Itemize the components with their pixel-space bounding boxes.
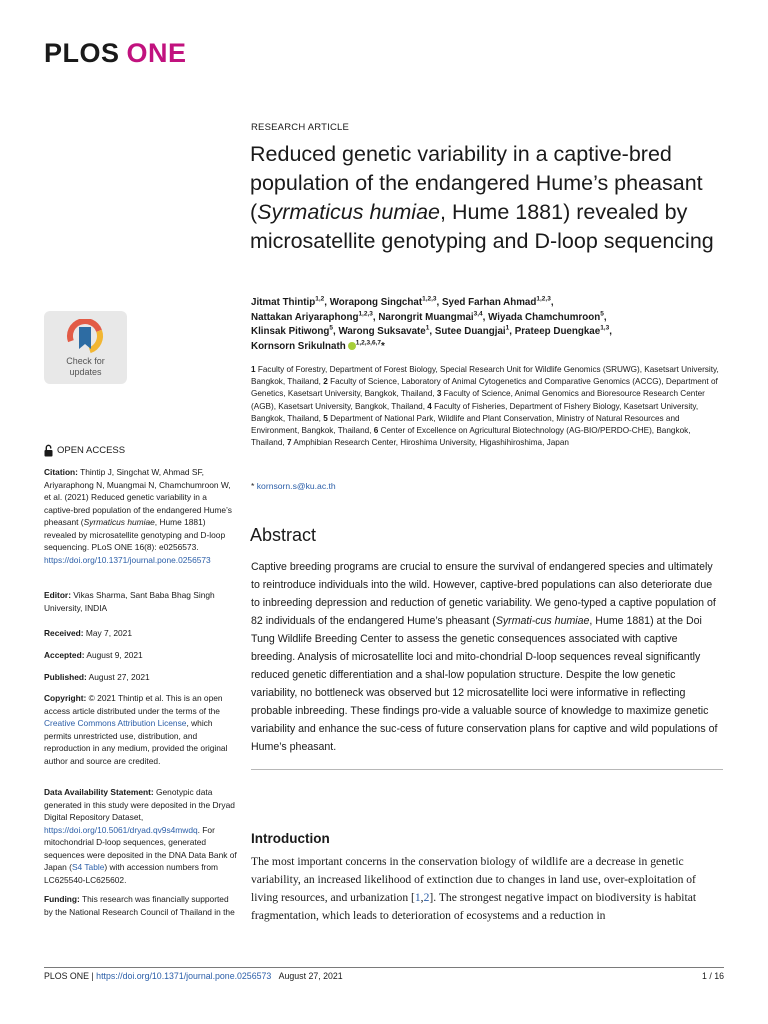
corresponding-author-mark: * — [381, 340, 385, 352]
reference-link-1[interactable]: 1 — [414, 891, 421, 904]
author-name — [442, 297, 551, 308]
license-link[interactable]: Creative Commons Attribution License — [44, 718, 187, 728]
abstract-species: Syrmati-cus humiae — [495, 615, 590, 627]
abstract-part-2: , Hume 1881) at the Doi Tung Wildlife Breeding Center to assess the genetic consequences associated with captive breeding. Analysis of microsatellite loci and mito-chondrial D-loop sequences reveal significantly reduced genetic differentiation and a shal-low population structure. Despite the low genetic variability, no bottleneck was observed but 12 microsatellite loci were informative in reflecting probable inbreeding. These findings pro-vide a valuable source of knowledge to maximize genetic variability and enhance the suc-cess of future conservation plans for captive and wild populations of Hume’s pheasant. — [251, 615, 718, 753]
published-date: August 27, 2021 — [86, 672, 150, 682]
footer-doi-link[interactable]: https://doi.org/10.1371/journal.pone.0256573 — [96, 971, 272, 981]
funding-text: This research was financially supported by the National Research Council of Thailand in the — [44, 894, 235, 917]
accepted-block — [44, 649, 238, 662]
author-name-text: Prateep Duengkae — [514, 326, 601, 338]
introduction-heading: Introduction — [251, 831, 330, 846]
funding-label: Funding: — [44, 894, 80, 904]
editor-text: Vikas Sharma, Sant Baba Bhag Singh University, INDIA — [44, 590, 215, 613]
copyright-text: © 2021 Thintip et al. This is an open access article distributed under the terms of the — [44, 693, 223, 716]
data-availability-text-3: ) with accession numbers from LC625540-LC625602. — [44, 862, 218, 885]
author-name — [338, 326, 429, 337]
affiliation-text: Amphibian Research Center, Hiroshima University, Higashihiroshima, Japan — [293, 438, 569, 448]
citation-label: Citation: — [44, 467, 78, 477]
abstract-divider — [251, 769, 723, 770]
footer-rule — [44, 967, 724, 968]
accepted-label: Accepted: — [44, 650, 85, 660]
author-affiliation-marker: 1 — [505, 324, 510, 332]
author-list: Jitmat Thintip$^{1,2}$, Worapong Singchat$^{1,2,3}$, Syed Farhan Ahmad$^{1,2,3}$, Nattakan Ariyaraphong$^{1,2,3}$, Narongrit Muangmai$^{3,4}$, Wiyada Chamchumroon$^5$, Klinsak Pitiwong$^5$, Warong Suksavate$^1$, Sutee Duangjai$^1$, Prateep Duengkae$^{1,3}$, Kornsorn Srikulnath $^{1,2,3,6,7}$* — [251, 295, 612, 352]
author-affiliation-marker: 5 — [600, 310, 604, 318]
author-affiliation-marker: 1,2,3,6,7 — [355, 339, 382, 347]
intro-text-1: The most important concerns in the conservation biology of wildlife are a decrease in genetic variability, an increased likelihood of extinction due to changes in land use, over-exploitation of living resources, and urbanization [ — [251, 855, 696, 904]
affiliation-number: 3 — [436, 389, 442, 399]
author-name — [515, 326, 610, 337]
check-updates-line2: updates — [69, 367, 102, 377]
affiliation-number: 1 — [251, 365, 256, 374]
received-block — [44, 627, 238, 640]
author-affiliation-marker: 1,3 — [600, 324, 610, 332]
affiliation-number: 5 — [323, 413, 328, 423]
citation-text-2: , Hume 1881) revealed by microsatellite genotyping and D-loop sequencing. PLoS ONE 16(8): e0256573. — [44, 517, 226, 552]
article-type: RESEARCH ARTICLE — [251, 122, 350, 133]
affiliation-text: Faculty of Science, Animal Genomics and Bioresource Research Center (AGB), Kasetsart University, Bangkok, Thailand, — [251, 389, 705, 411]
affiliation-number: 7 — [286, 438, 292, 448]
affiliation-text: Faculty of Forestry, Department of Forest Biology, Special Research Unit for Wildlife Genomics (SRUWG), Kasetsart University, Bangkok, Thailand, — [251, 365, 719, 387]
page-number: 1 / 16 — [701, 971, 724, 981]
author-name — [435, 326, 509, 337]
published-label: Published: — [44, 672, 87, 682]
affiliation-text: Faculty of Science, Laboratory of Animal Cytogenetics and Comparative Genomics (ACCG), Department of Genetics, Kasetsart University, Bangkok, Thailand, — [251, 377, 718, 399]
citation-block — [44, 466, 238, 566]
citation-species: Syrmaticus humiae — [83, 517, 155, 527]
author-name-text: Syed Farhan Ahmad — [442, 297, 537, 308]
author-name — [330, 297, 437, 308]
author-name-text: Narongrit Muangmai — [378, 311, 474, 323]
title-part-1: Reduced genetic variability in a captive-bred population of the endangered Hume’s pheasant ( — [250, 142, 703, 224]
author-name-text: Nattakan Ariyaraphong — [251, 311, 359, 323]
footer-separator: | — [88, 971, 97, 981]
author-name — [488, 312, 604, 323]
abstract-text — [251, 558, 723, 756]
journal-logo-one: ONE — [126, 38, 187, 68]
received-date: May 7, 2021 — [83, 628, 132, 638]
correspondence — [251, 481, 336, 491]
check-for-updates-badge[interactable] — [44, 311, 127, 384]
author-name-text: Jitmat Thintip — [251, 297, 316, 308]
affiliation-list — [251, 364, 721, 449]
orcid-icon[interactable] — [348, 342, 356, 350]
open-access-text: OPEN ACCESS — [57, 445, 126, 456]
citation-text: Thintip J, Singchat W, Ahmad SF, Ariyaraphong N, Muangmai N, Chamchumroon W, et al. (2021) Reduced genetic variability in a captive-bred population of the endangered Hume’s pheasant ( — [44, 467, 232, 527]
author-name-text: Sutee Duangjai — [434, 326, 506, 338]
copyright-label: Copyright: — [44, 693, 87, 703]
accepted-date: August 9, 2021 — [84, 650, 143, 660]
check-updates-line1: Check for — [66, 356, 105, 366]
journal-logo — [44, 38, 187, 69]
affiliation-text: Center of Excellence on Agricultural Biotechnology (AG-BIO/PERDO-CHE), Bangkok, Thailand, — [251, 426, 691, 448]
introduction-text — [251, 853, 723, 925]
open-lock-icon — [44, 444, 53, 457]
copyright-text-2: , which permits unrestricted use, distribution, and reproduction in any medium, provided the original author and source are credited. — [44, 718, 228, 766]
article-title — [250, 140, 720, 256]
author-affiliation-marker: 1,2 — [315, 295, 325, 303]
editor-block — [44, 589, 238, 614]
abstract-heading: Abstract — [250, 525, 317, 545]
author-affiliation-marker: 1 — [425, 324, 430, 332]
affiliation-number: 2 — [323, 377, 328, 387]
intro-text-2: ]. The strongest negative impact on biodiversity is habitat fragmentation, which leads to deterioration of ecosystems and a reduction in — [251, 891, 697, 922]
author-name — [251, 297, 324, 308]
editor-label: Editor: — [44, 590, 71, 600]
citation-doi-link[interactable]: https://doi.org/10.1371/journal.pone.0256573 — [44, 554, 211, 565]
journal-logo-plos: PLOS — [44, 38, 120, 68]
author-name — [251, 341, 385, 352]
author-affiliation-marker: 1,2,3 — [422, 295, 437, 303]
dryad-link[interactable]: https://doi.org/10.5061/dryad.qv9s4mwdq — [44, 824, 198, 835]
correspondence-mark: * — [251, 481, 255, 491]
published-block — [44, 671, 238, 684]
affiliation-text: Faculty of Fisheries, Department of Fishery Biology, Kasetsart University, Bangkok, Thailand, — [251, 401, 699, 423]
author-affiliation-marker: 5 — [329, 324, 334, 332]
reference-link-2[interactable]: 2 — [423, 891, 430, 904]
affiliation-number: 4 — [427, 401, 432, 411]
check-updates-label — [44, 356, 127, 378]
author-name — [251, 312, 373, 323]
author-name-text: Kornsorn Srikulnath — [251, 340, 346, 352]
data-availability-label: Data Availability Statement: — [44, 787, 154, 797]
s4-table-link[interactable]: S4 Table — [71, 862, 105, 872]
author-name-text: Warong Suksavate — [338, 326, 426, 338]
author-name — [378, 312, 482, 323]
reference-separator: , — [420, 891, 424, 904]
footer-journal: PLOS ONE — [44, 971, 89, 981]
data-availability-text: Genotypic data generated in this study were deposited in the Dryad Digital Repository Dataset, — [44, 787, 235, 822]
affiliation-text: Department of National Park, Wildlife and Plant Conservation, Ministry of Natural Resources and Environment, Bangkok, Thailand, — [251, 413, 680, 436]
author-name-text: Worapong Singchat — [329, 297, 423, 308]
author-name-text: Klinsak Pitiwong — [251, 326, 330, 338]
footer-left — [44, 971, 343, 981]
author-affiliation-marker: 3,4 — [473, 310, 483, 318]
received-label: Received: — [44, 628, 84, 638]
title-part-2: , Hume 1881) revealed by microsatellite genotyping and D-loop sequencing — [250, 200, 714, 253]
data-availability-text-2: . For mitochondrial D-loop sequences, generated sequences were deposited in the DNA Data Bank of Japan ( — [44, 824, 237, 872]
funding-block — [44, 893, 238, 918]
abstract-part-1: Captive breeding programs are crucial to ensure the survival of endangered species and ultimately to reintroduce individuals into the wild. However, captive-bred populations can also deteriorate due to inbreeding depression and reduction of genetic variability. We geno-typed a captive population of 82 individuals of the endangered Hume’s pheasant ( — [251, 561, 716, 627]
data-availability-block — [44, 786, 238, 886]
affiliation-number: 6 — [373, 426, 379, 436]
check-updates-icon — [63, 319, 108, 355]
title-species: Syrmaticus humiae — [257, 200, 440, 224]
correspondence-email-link[interactable]: kornsorn.s@ku.ac.th — [256, 481, 336, 491]
open-access-label — [44, 444, 125, 457]
author-name-text: Wiyada Chamchumroon — [488, 311, 601, 323]
footer-date: August 27, 2021 — [278, 971, 343, 981]
author-affiliation-marker: 1,2,3 — [358, 310, 373, 318]
copyright-block — [44, 692, 238, 767]
author-name — [251, 326, 333, 337]
author-affiliation-marker: 1,2,3 — [536, 295, 551, 303]
